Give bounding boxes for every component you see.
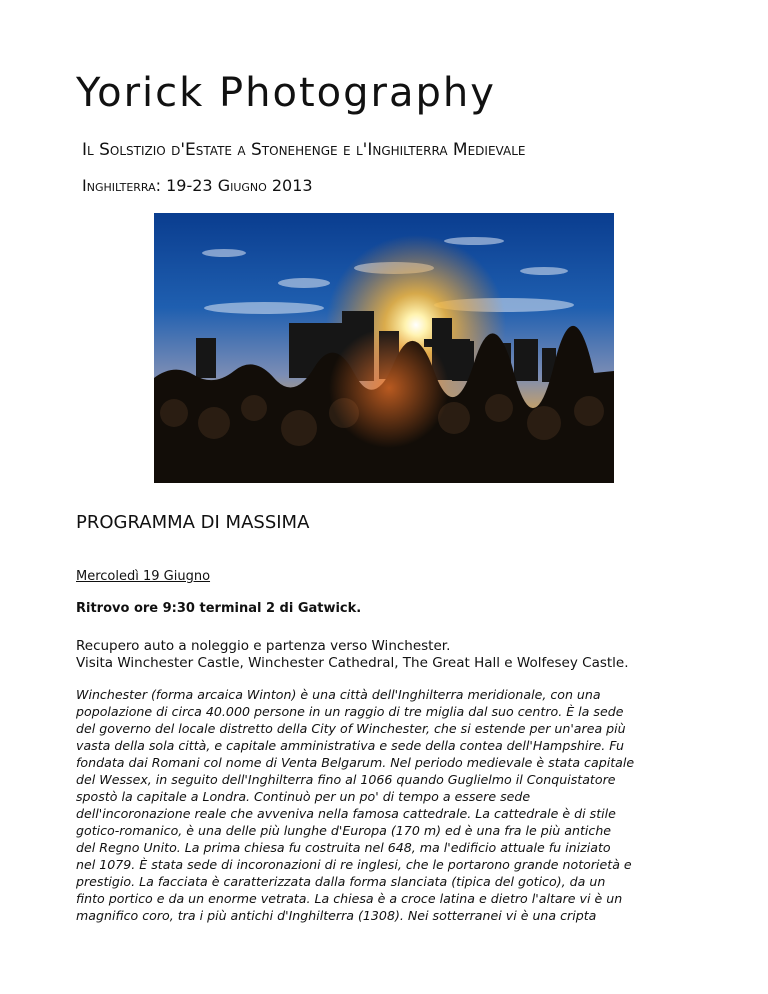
description-line: prestigio. La facciata è caratterizzata dalla forma slanciata (tipica del gotico), da un	[76, 874, 606, 889]
plan-line: Recupero auto a noleggio e partenza verso Winchester.	[76, 638, 451, 654]
description-line: vasta della sola città, e capitale amministrativa e sede della contea dell'Hampshire. Fu	[76, 738, 625, 753]
description-line: spostò la capitale a Londra. Continuò per un po' di tempo a essere sede	[76, 789, 531, 804]
plan-line: Visita Winchester Castle, Winchester Cathedral, The Great Hall e Wolfesey Castle.	[76, 655, 629, 671]
stonehenge-sunrise-photo	[154, 213, 614, 483]
day-heading: Mercoledì 19 Giugno	[76, 569, 211, 584]
tour-subtitle: Il Solstizio d'Estate a Stonehenge e l'Inghilterra Medievale	[82, 140, 526, 160]
description-line: finto portico e da un enorme vetrata. La chiesa è a croce latina e dietro l'altare vi è un	[76, 891, 623, 906]
description-line: fondata dai Romani col nome di Venta Belgarum. Nel periodo medievale è stata capitale	[76, 755, 635, 770]
description-line: del Wessex, in seguito dell'Inghilterra fino al 1066 quando Guglielmo il Conquistatore	[76, 772, 616, 787]
day-plan	[76, 638, 696, 672]
description-line: del Regno Unito. La prima chiesa fu costruita nel 648, ma l'edificio attuale fu iniziato	[76, 840, 611, 855]
description-line: Winchester (forma arcaica Winton) è una città dell'Inghilterra meridionale, con una	[76, 687, 601, 702]
description-line: magnifico coro, tra i più antichi d'Inghilterra (1308). Nei sotterranei vi è una cripta	[76, 908, 597, 923]
program-section-title: PROGRAMMA DI MASSIMA	[76, 512, 310, 533]
tour-dates: Inghilterra: 19-23 Giugno 2013	[82, 176, 313, 195]
description-line: nel 1079. È stata sede di incoronazioni di re inglesi, che le portarono grande notorietà e	[76, 857, 632, 872]
winchester-description	[76, 686, 702, 924]
description-line: del governo del locale distretto della City of Winchester, che si estende per un'area più	[76, 721, 626, 736]
brand-title: Yorick Photography	[76, 70, 496, 116]
description-line: popolazione di circa 40.000 persone in un raggio di tre miglia dal suo centro. È la sede	[76, 704, 624, 719]
description-line: gotico-romanico, è una delle più lunghe d'Europa (170 m) ed è una fra le più antiche	[76, 823, 612, 838]
description-line: dell'incoronazione reale che avveniva nella famosa cattedrale. La cattedrale è di stile	[76, 806, 616, 821]
meeting-point: Ritrovo ore 9:30 terminal 2 di Gatwick.	[76, 601, 362, 616]
